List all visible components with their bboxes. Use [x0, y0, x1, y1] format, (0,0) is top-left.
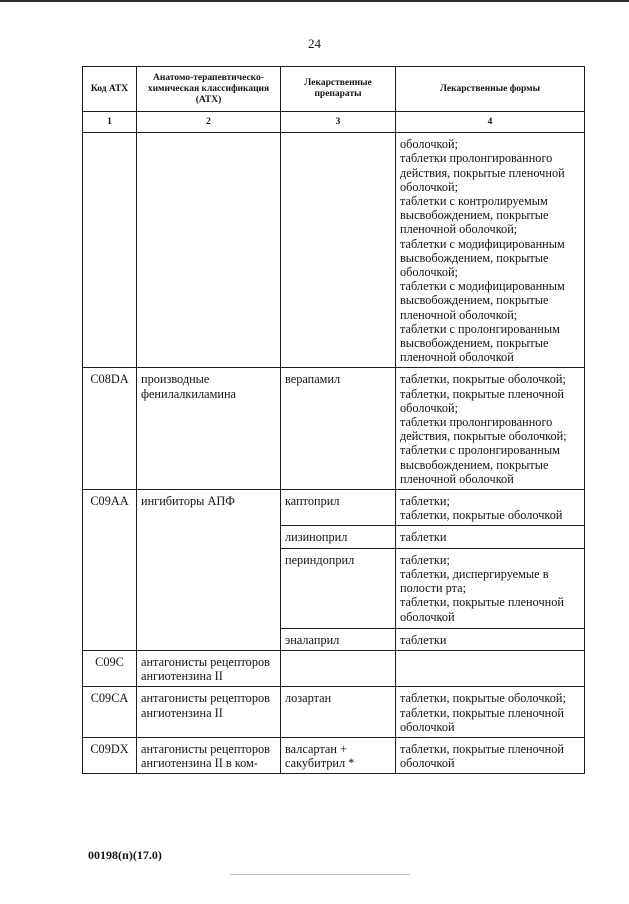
form-line: таблетки с пролонгированным высвобождением, покрытые пленочной оболочкой — [400, 443, 560, 486]
form-line: таблетки; — [400, 494, 450, 509]
table-row-c09dx — [83, 737, 585, 773]
form-line: таблетки — [400, 632, 447, 647]
atc-classification: антагонисты рецепторов ангиотензина II — [137, 687, 281, 738]
drug-cell — [281, 133, 396, 368]
form-line: таблетки — [400, 530, 447, 545]
table-row-c09aa — [83, 490, 585, 526]
form-line: оболочкой; — [400, 137, 459, 152]
forms-cell — [396, 368, 585, 490]
atc-code: C09C — [83, 650, 137, 686]
drug-name: каптоприл — [281, 490, 396, 526]
drug-cell — [281, 650, 396, 686]
drug-name: лозартан — [281, 687, 396, 738]
scan-top-edge — [0, 0, 629, 2]
drug-name: периндоприл — [281, 548, 396, 628]
form-line: таблетки, покрытые пленочной оболочкой — [400, 595, 564, 624]
drug-name: валсартан + сакубитрил * — [281, 737, 396, 773]
atc-cell — [137, 133, 281, 368]
scan-bottom-mark — [230, 874, 410, 875]
form-line: таблетки с модифицированным высвобождением, покрытые оболочкой; — [400, 236, 565, 280]
forms-cell — [396, 548, 585, 628]
atc-classification: антагонисты рецепторов ангиотензина II в ком- — [137, 737, 281, 773]
atc-classification: ингибиторы АПФ — [137, 490, 281, 651]
drug-name: эналаприл — [281, 628, 396, 650]
form-line: таблетки с модифицированным высвобождением, покрытые пленочной оболочкой; — [400, 279, 565, 322]
column-number-4: 4 — [396, 112, 585, 133]
form-line: таблетки; — [400, 552, 450, 567]
table-row-c09ca — [83, 687, 585, 738]
forms-cell — [396, 490, 585, 526]
form-line: таблетки, покрытые пленочной оболочкой — [400, 705, 564, 734]
form-line: таблетки с контролируемым высвобождением, покрытые пленочной оболочкой; — [400, 194, 549, 237]
forms-cell — [396, 737, 585, 773]
column-number-1: 1 — [83, 112, 137, 133]
forms-cell — [396, 687, 585, 738]
atc-classification: производные фенилалкиламина — [137, 368, 281, 490]
page-number: 24 — [308, 36, 321, 51]
table-row-c09c — [83, 650, 585, 686]
forms-cell — [396, 650, 585, 686]
forms-cell — [396, 628, 585, 650]
form-line: таблетки с пролонгированным высвобождением, покрытые пленочной оболочкой — [400, 321, 560, 365]
header-dosage-forms: Лекарственные формы — [396, 67, 585, 112]
atc-code: C08DA — [83, 368, 137, 490]
forms-cell — [396, 133, 585, 368]
drug-name: верапамил — [281, 368, 396, 490]
form-line: таблетки, покрытые пленочной оболочкой; — [400, 386, 564, 415]
column-number-row — [83, 112, 585, 133]
forms-cell — [396, 526, 585, 548]
document-footer-code: 00198(п)(17.0) — [88, 848, 162, 862]
atc-code: C09AA — [83, 490, 137, 651]
table-row-continued — [83, 133, 585, 368]
form-line: таблетки пролонгированного действия, покрытые оболочкой; — [400, 415, 567, 444]
table-row-c08da — [83, 368, 585, 490]
header-atc-classification: Анатомо-терапевтическо-химическая классификация (АТХ) — [137, 67, 281, 112]
atc-code: C09CA — [83, 687, 137, 738]
drug-table — [82, 66, 585, 774]
column-number-3: 3 — [281, 112, 396, 133]
code-cell — [83, 133, 137, 368]
form-line: таблетки, покрытые оболочкой — [400, 508, 563, 523]
atc-classification: антагонисты рецепторов ангиотензина II — [137, 650, 281, 686]
column-number-2: 2 — [137, 112, 281, 133]
form-line: таблетки, диспергируемые в полости рта; — [400, 566, 549, 596]
form-line: таблетки пролонгированного действия, покрытые пленочной оболочкой; — [400, 151, 565, 194]
header-atc-code: Код АТХ — [83, 67, 137, 112]
form-line: таблетки, покрытые оболочкой; — [400, 691, 566, 706]
form-line: таблетки, покрытые пленочной оболочкой — [400, 741, 564, 771]
table-header-row — [83, 67, 585, 112]
atc-code: C09DX — [83, 737, 137, 773]
header-drugs: Лекарственные препараты — [281, 67, 396, 112]
drug-name: лизиноприл — [281, 526, 396, 548]
form-line: таблетки, покрытые оболочкой; — [400, 372, 566, 387]
